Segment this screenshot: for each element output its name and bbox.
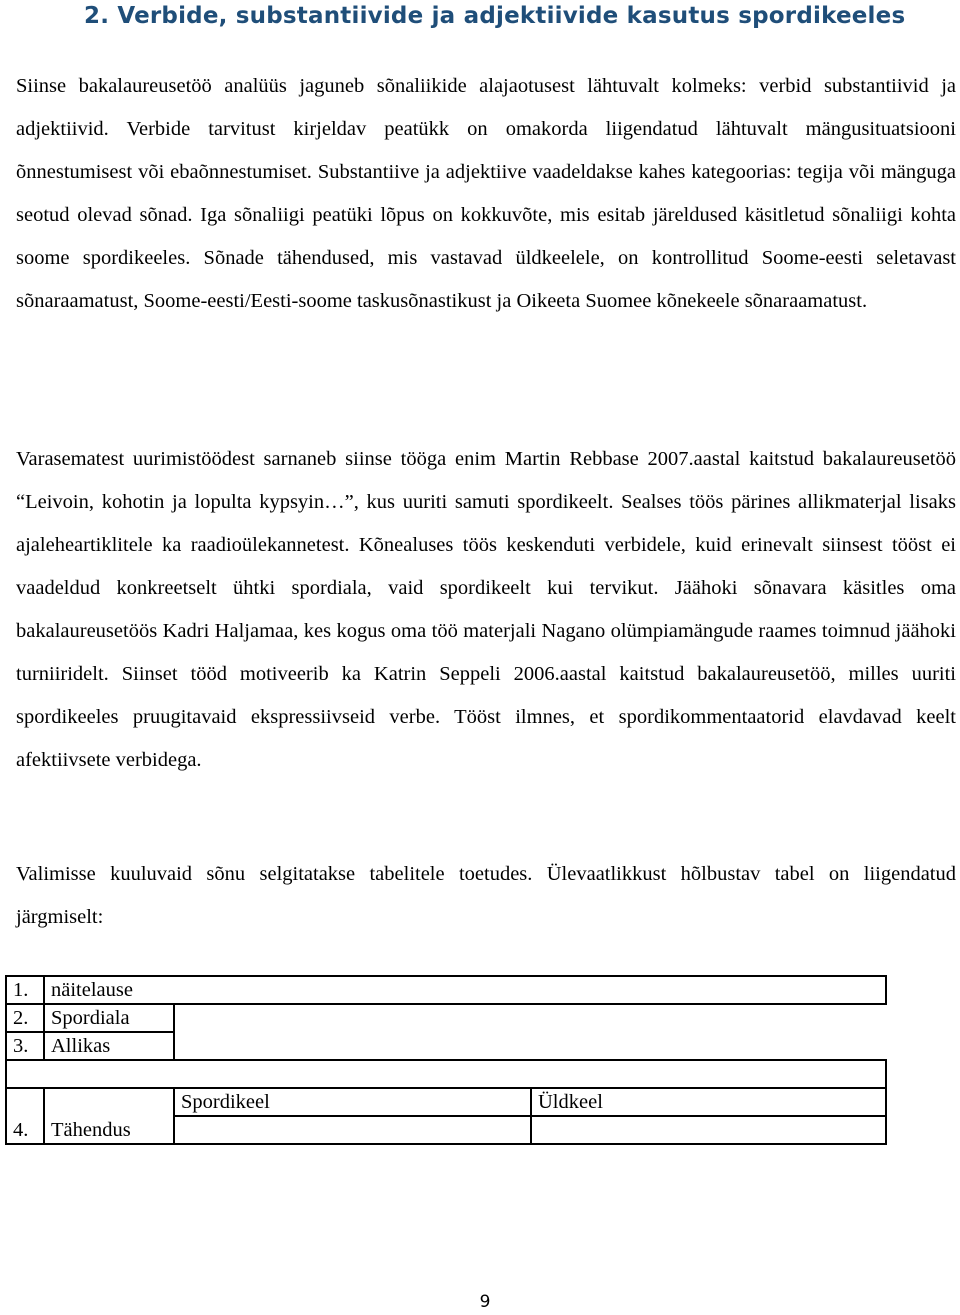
paragraph-previous-research: Varasematest uurimistöödest sarnaneb siinse tööga enim Martin Rebbase 2007.aastal kaitstud bakalaureusetöö “Leivoin, kohotin ja lopulta kypsyin…”, kus uuriti samuti spordikeelt. Sealses töös pärines allikmaterjal lisaks ajaleheartiklitele ka raadioülekannetest. Kõnealuses töös keskenduti verbidele, kuid erinevalt siinsest tööst ei vaadeldud konkreetselt ühtki spordiala, vaid spordikeelt kui tervikut. Jäähoki sõnavara käsitles oma bakalaureusetöös Kadri Haljamaa, kes kogus oma töö materjali Nagano olümpiamängude raames toimnud jäähoki turniiridelt. Siinset tööd motiveerib ka Katrin Seppeli 2006.aastal kaitstud bakalaureusetöö, milles uuriti spordikeeles pruugitavaid ekspressiivseid verbe. Tööst ilmnes, et spordikommentaatorid elavdavad keelt afektiivsete verbidega.: [16, 448, 956, 771]
row-number: 3.: [6, 1032, 44, 1060]
table-row: [6, 976, 886, 1004]
sport-meaning-cell: [174, 1116, 531, 1144]
meaning-number: [6, 1088, 44, 1144]
paragraph-analysis-structure: Siinse bakalaureusetöö analüüs jaguneb sõnaliikide alajaotusest lähtuvalt kolmeks: verbid substantiivid ja adjektiivid. Verbide tarvitust kirjeldav peatükk on omakorda liigendatud lähtuvalt mängusituatsiooni õnnestumisest või ebaõnnestumiset. Substantiive ja adjektiive vaadeldakse kahes kategoorias: tegija või mänguga seotud olevad sõnad. Iga sõnaliigi peatüki lõpus on kokkuvõte, mis esitab järeldused käsitletud sõnaliigi kohta soome spordikeeles. Sõnade tähendused, mis vastavad üldkeelele, on kontrollitud Soome-eesti seletavast sõnaraamatust, Soome-eesti/Eesti-soome taskusõnastikust ja Oikeeta Suomee kõnekeele sõnaraamatust.: [16, 75, 956, 312]
row-label: näitelause: [44, 976, 886, 1004]
general-meaning-cell: [531, 1116, 886, 1144]
meaning-label-text: Tähendus: [51, 1119, 131, 1141]
table-row: [6, 1004, 886, 1032]
row-number: 1.: [6, 976, 44, 1004]
table-row: [6, 1032, 886, 1060]
meaning-number-text: 4.: [13, 1119, 29, 1141]
meaning-label: [44, 1088, 174, 1144]
paragraph-table-intro: Valimisse kuuluvaid sõnu selgitatakse tabelitele toetudes. Ülevaatlikkust hõlbustav tabel on liigendatud järgmiselt:: [16, 863, 956, 928]
page-number: 9: [479, 1292, 491, 1312]
column-header-general: Üldkeel: [531, 1088, 886, 1116]
row-number: 2.: [6, 1004, 44, 1032]
table-row-empty: [6, 1060, 886, 1088]
empty-cell: [6, 1060, 886, 1088]
row-label: Allikas: [44, 1032, 174, 1060]
row-label: Spordiala: [44, 1004, 174, 1032]
table-row-meaning: [6, 1088, 886, 1116]
structure-table: [5, 975, 887, 1145]
column-header-sport: Spordikeel: [174, 1088, 531, 1116]
section-heading: 2. Verbide, substantiivide ja adjektiivide kasutus spordikeeles: [84, 3, 906, 29]
